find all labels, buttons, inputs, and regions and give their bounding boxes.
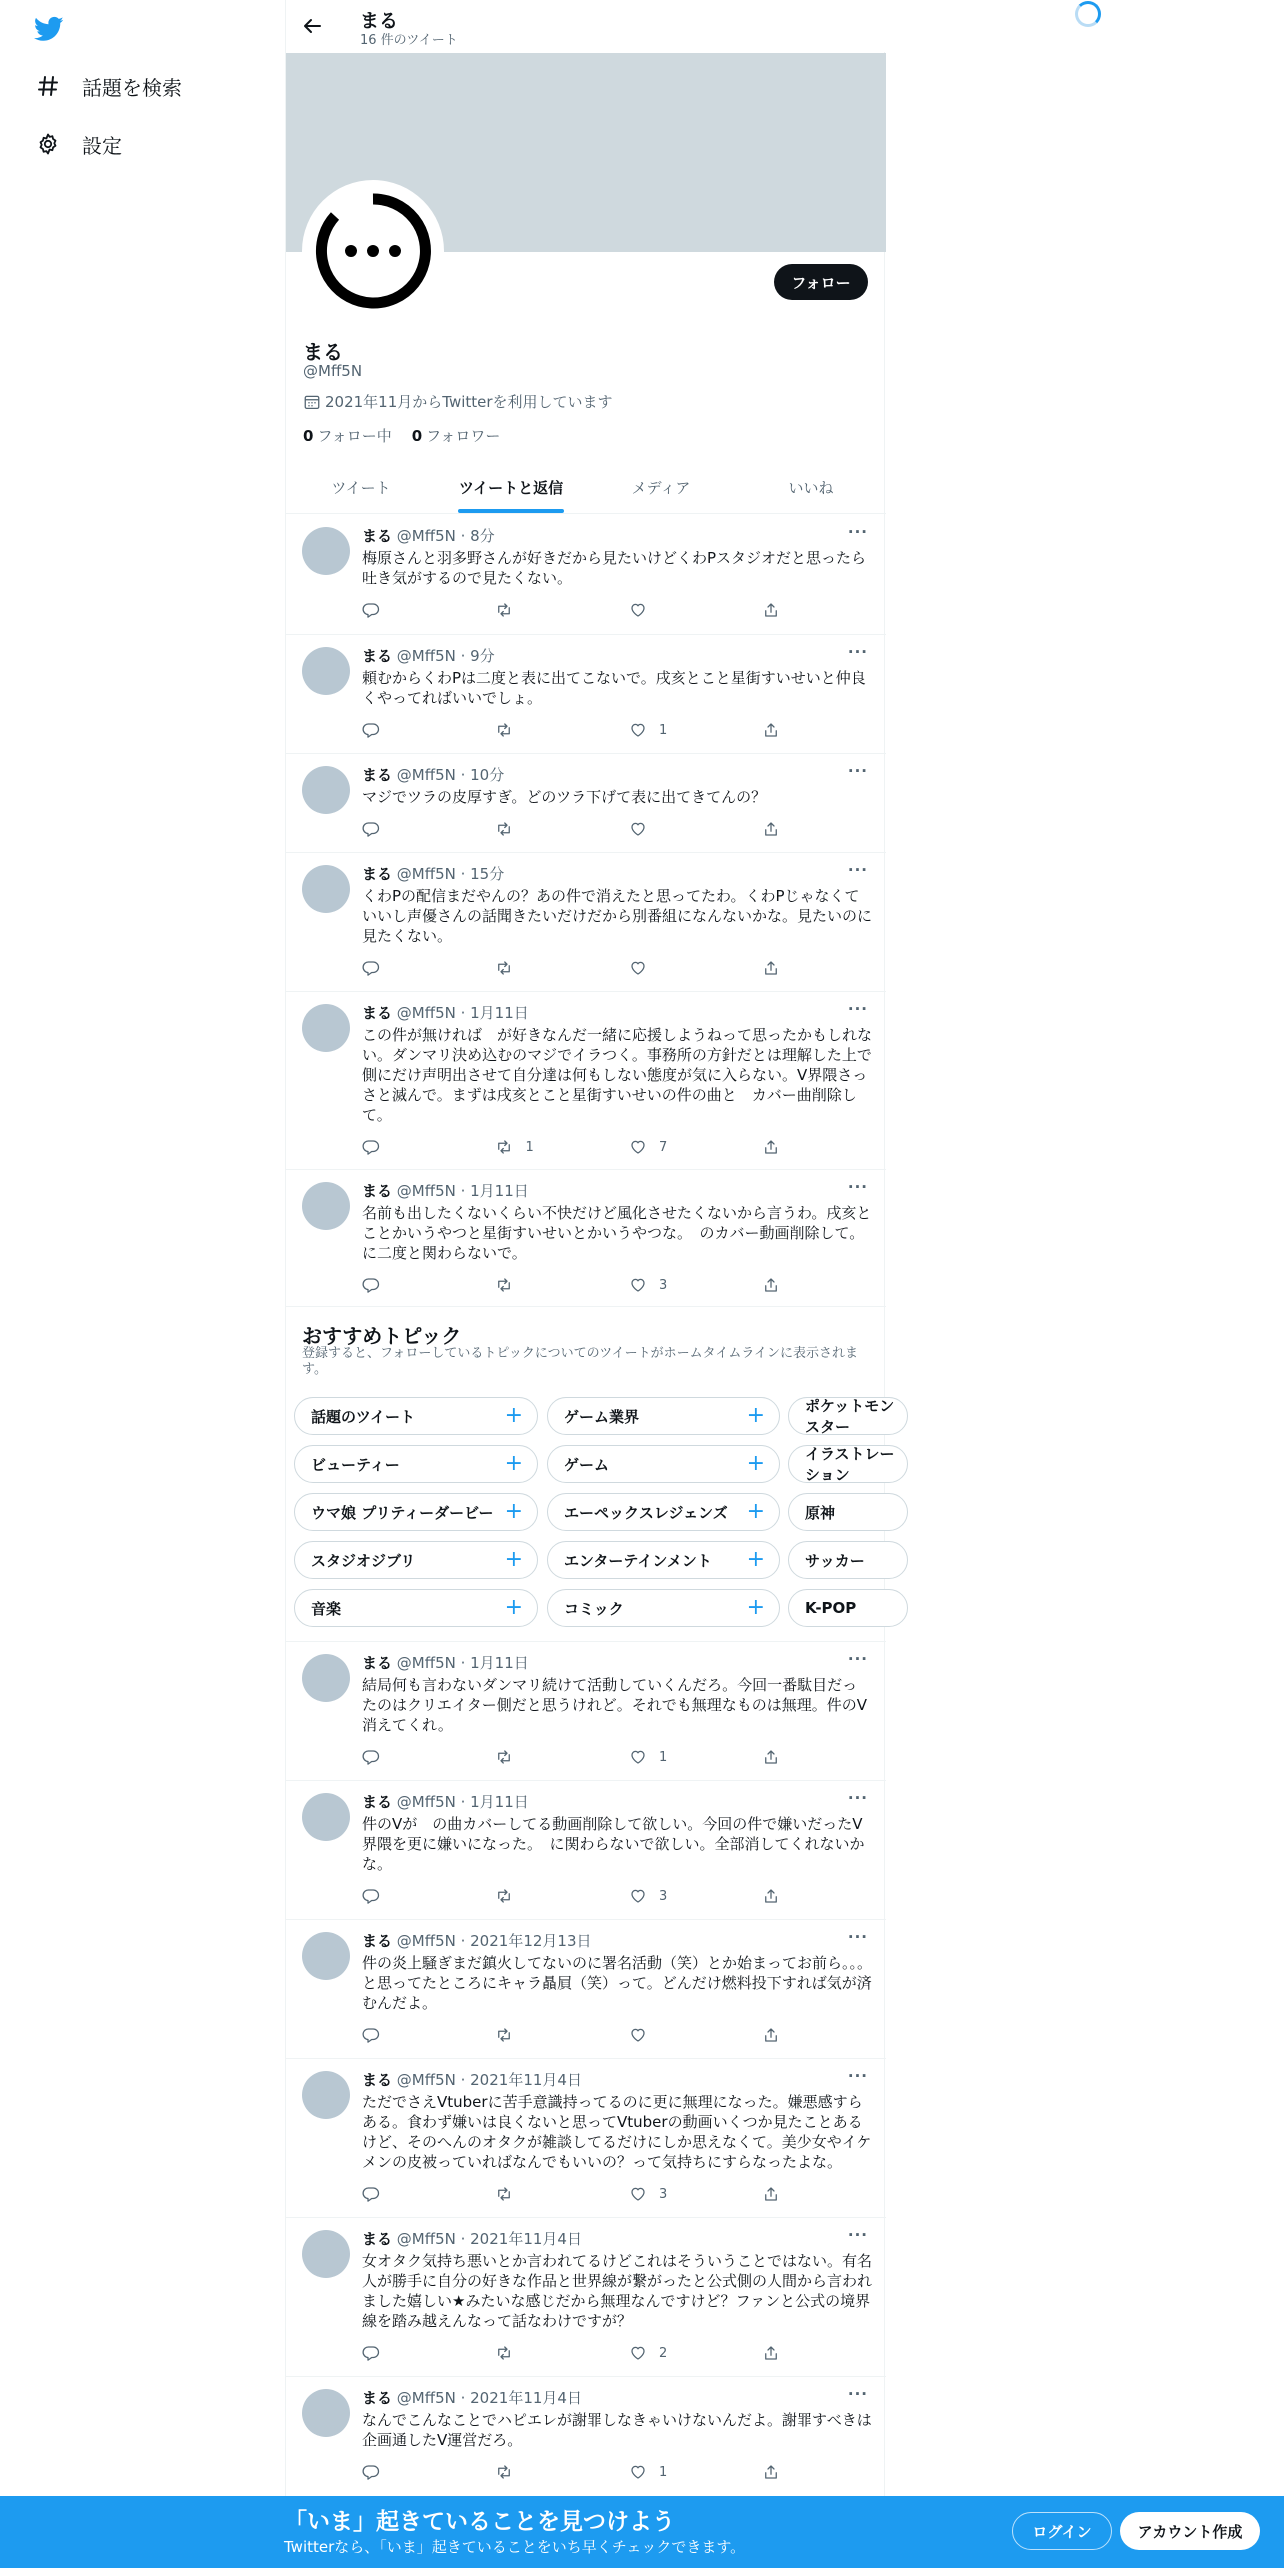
share-icon [762,1138,780,1156]
more-options-icon[interactable]: ··· [847,2385,868,2403]
tab-likes[interactable]: いいね [788,478,834,497]
like-button[interactable] [629,1275,762,1295]
tweet-avatar[interactable] [302,1654,350,1702]
reply-button[interactable] [362,600,495,620]
plus-icon[interactable]: + [504,1451,523,1476]
header-name: まる [360,10,399,32]
tweet-avatar[interactable] [302,2389,350,2437]
retweet-button[interactable] [495,1886,628,1906]
tweet-actions [362,2343,802,2363]
tweet-actions [362,720,802,740]
tweet[interactable] [286,2377,886,2502]
share-button[interactable] [762,2343,802,2363]
topic-chip-label: エンターテインメント [564,1551,712,1570]
retweet-button[interactable] [495,1137,628,1157]
share-button[interactable] [762,600,802,620]
tweet-actions [362,2462,802,2482]
tweet[interactable] [286,2059,886,2218]
topic-chip[interactable] [547,1589,780,1627]
topic-chip-label: ビューティー [311,1455,400,1474]
tweet-header [362,2228,582,2249]
tweet-header [362,2387,582,2408]
retweet-icon [495,2026,513,2044]
like-count: 3 [658,2186,668,2202]
tweet-actions [362,600,802,620]
retweet-icon [495,721,513,739]
bottom-bar-subtitle: Twitterなら、「いま」起きていることをいち早くチェックできます。 [284,2538,746,2556]
reply-icon [362,959,380,977]
nav-explore-label: 話題を検索 [82,75,182,100]
tweet[interactable] [286,1920,886,2059]
topic-chip-label: エーペックスレジェンズ [564,1503,728,1522]
following-label: フォロー中 [317,427,392,445]
retweet-button[interactable] [495,1275,628,1295]
topics-title: おすすめトピック [302,1324,462,1348]
tweet-header [362,863,504,884]
tweet[interactable] [286,2218,886,2377]
heart-icon [629,1887,647,1905]
tweet-meta: @Mff5N · 8分 [396,527,495,545]
share-icon [762,1748,780,1766]
retweet-button[interactable] [495,2025,628,2045]
more-options-icon[interactable]: ··· [847,2067,868,2085]
retweet-icon [495,2344,513,2362]
more-options-icon[interactable]: ··· [847,643,868,661]
tweet-author-name[interactable]: まる [362,647,393,665]
tweet-author-name[interactable]: まる [362,1654,393,1672]
retweet-icon [495,2463,513,2481]
like-button[interactable] [629,1886,762,1906]
like-button[interactable] [629,2025,762,2045]
tweet-actions [362,1137,802,1157]
reply-button[interactable] [362,1886,495,1906]
tweet-author-name[interactable]: まる [362,1004,393,1022]
retweet-button[interactable] [495,2462,628,2482]
gear-icon [36,132,60,156]
profile-header [286,0,886,52]
topic-chip[interactable] [547,1397,780,1435]
share-button[interactable] [762,2025,802,2045]
topic-chip-label: 音楽 [311,1599,342,1618]
tweet-text: 件のVが の曲カバーしてる動画削除して欲しい。今回の件で嫌いだったV界隈を更に嫌いになった。 に関わらないで欲しい。全部消してくれないかな。 [362,1815,865,1873]
like-count: 3 [658,1888,668,1904]
reply-icon [362,721,380,739]
share-button[interactable] [762,1137,802,1157]
follow-button[interactable]: フォロー [774,264,868,300]
twitter-logo-icon[interactable] [32,14,66,44]
loading-spinner-icon [1075,1,1101,27]
topic-chip-label: サッカー [805,1551,865,1570]
main-column [285,0,895,2496]
tweet-text: 頼むからくわPは二度と表に出てこないで。戌亥とこと星街すいせいと仲良くやってればいいでしょ。 [362,669,866,707]
profile-joined-text: 2021年11月からTwitterを利用しています [325,393,613,411]
retweet-icon [495,1138,513,1156]
share-button[interactable] [762,1275,802,1295]
profile-handle: @Mff5N [303,362,363,380]
tweet-text: 件の炎上騒ぎまだ鎮火してないのに署名活動（笑）とか始まってお前ら。。。と思ってたところにキャラ贔屓（笑）って。どんだけ燃料投下すれば気が済むんだよ。 [362,1954,873,2012]
plus-icon[interactable]: + [746,1403,765,1428]
share-icon [762,2026,780,2044]
more-options-icon[interactable]: ··· [847,2226,868,2244]
plus-icon[interactable]: + [746,1547,765,1572]
tab-tweets[interactable]: ツイート [331,478,391,497]
retweet-button[interactable] [495,720,628,740]
topic-chip[interactable] [294,1445,538,1483]
tweet-text: なんでこんなことでハピエレが謝罪しなきゃいけないんだよ。謝罪すべきは企画通したV運営だろ。 [362,2411,872,2449]
back-arrow-icon[interactable] [300,14,324,38]
tweet-text: 名前も出したくないくらい不快だけど風化させたくないから言うわ。戌亥とことかいうやつと星街すいせいとかいうやつな。 のカバー動画削除して。 に二度と関わらないで。 [362,1204,872,1262]
retweet-button[interactable] [495,1747,628,1767]
tweet-avatar[interactable] [302,527,350,575]
topic-chip-label: ゲーム業界 [564,1407,640,1426]
signup-button[interactable]: アカウント作成 [1120,2512,1260,2550]
tweet-actions [362,2025,802,2045]
tweet-actions [362,1275,802,1295]
following-count: 0 [303,427,314,445]
profile-joined [303,391,613,412]
tweet-text: 梅原さんと羽多野さんが好きだから見たいけどくわPスタジオだと思ったら吐き気がするので見たくない。 [362,549,867,587]
tweet-avatar[interactable] [302,1004,350,1052]
tweet-meta: @Mff5N · 9分 [396,647,495,665]
like-button[interactable] [629,2343,762,2363]
tweet[interactable] [286,1642,886,1781]
plus-icon[interactable]: + [504,1547,523,1572]
tweet-header [362,764,504,785]
tweet-header [362,1180,529,1201]
tweet-author-name[interactable]: まる [362,1932,393,1950]
topic-chip[interactable] [788,1541,908,1579]
more-options-icon[interactable]: ··· [847,1789,868,1807]
like-count: 3 [658,1277,668,1293]
tweet-actions [362,1886,802,1906]
reply-icon [362,2463,380,2481]
like-button[interactable] [629,819,762,839]
tweet[interactable] [286,754,886,853]
topic-chip[interactable] [788,1589,908,1627]
heart-icon [629,721,647,739]
tweet-actions [362,2184,802,2204]
topic-chip[interactable] [294,1589,538,1627]
like-button[interactable] [629,958,762,978]
reply-button[interactable] [362,720,495,740]
topic-chip-label: スタジオジブリ [311,1551,416,1570]
plus-icon[interactable]: + [504,1499,523,1524]
tweet[interactable] [286,853,886,992]
like-count: 1 [658,1749,668,1765]
reply-button[interactable] [362,819,495,839]
tweet-meta: @Mff5N · 2021年12月13日 [396,1932,592,1950]
like-button[interactable] [629,1137,762,1157]
tweet-meta: @Mff5N · 1月11日 [396,1793,529,1811]
tweet-avatar[interactable] [302,2071,350,2119]
more-options-icon[interactable]: ··· [847,1178,868,1196]
tweet[interactable] [286,635,886,754]
topic-chip-label: ウマ娘 プリティーダービー [311,1503,494,1522]
reply-icon [362,820,380,838]
retweet-icon [495,1887,513,1905]
like-count: 1 [658,722,668,738]
following-link[interactable] [303,425,392,446]
tweet-text: 女オタク気持ち悪いとか言われてるけどこれはそういうことではない。有名人が勝手に自分の好きな作品と世界線が繋がったと公式側の人間から言われました嬉しい★みたいな感じだから無理なんですけど？ファンと公式の境界線を踏み越えんなって話なわけですが？ [362,2252,873,2330]
tweet-author-name[interactable]: まる [362,1793,393,1811]
plus-icon[interactable]: + [504,1595,523,1620]
share-icon [762,601,780,619]
tweet-author-name[interactable]: まる [362,527,393,545]
topic-chip-label: イラストレーション [805,1445,895,1484]
header-tweet-count: 16 件のツイート [360,33,458,48]
profile-tabs [286,461,886,514]
reply-button[interactable] [362,2184,495,2204]
tweet-meta: @Mff5N · 2021年11月4日 [396,2230,582,2248]
heart-icon [629,959,647,977]
tab-tweets-and-replies[interactable]: ツイートと返信 [436,461,586,513]
default-avatar-icon [314,192,432,310]
tweet-avatar[interactable] [302,2230,350,2278]
followers-link[interactable] [412,425,501,446]
share-button[interactable] [762,1747,802,1767]
more-options-icon[interactable]: ··· [847,762,868,780]
reply-icon [362,601,380,619]
reply-icon [362,1276,380,1294]
heart-icon [629,1276,647,1294]
more-options-icon[interactable]: ··· [847,861,868,879]
topics-subtitle: 登録すると、フォローしているトピックについてのツイートがホームタイムラインに表示されます。 [302,1346,859,1377]
like-count: 1 [658,2464,668,2480]
topic-chip-label: ポケットモンスター [805,1397,895,1436]
tweet[interactable] [286,992,886,1170]
retweet-button[interactable] [495,819,628,839]
reply-icon [362,1138,380,1156]
topic-chip-label: 原神 [805,1503,836,1522]
tweet-author-name[interactable]: まる [362,766,393,784]
followers-label: フォロワー [426,427,501,445]
share-button[interactable] [762,2184,802,2204]
reply-icon [362,1748,380,1766]
tweet-meta: @Mff5N · 15分 [396,865,505,883]
tweet-header [362,2069,582,2090]
share-icon [762,820,780,838]
profile-avatar[interactable] [302,180,444,322]
heart-icon [629,2026,647,2044]
retweet-icon [495,1276,513,1294]
topic-chip[interactable] [547,1445,780,1483]
nav-settings[interactable] [36,124,122,164]
share-icon [762,2185,780,2203]
tweet-header [362,1652,529,1673]
like-button[interactable] [629,2184,762,2204]
login-button[interactable]: ログイン [1012,2512,1112,2550]
plus-icon[interactable]: + [746,1595,765,1620]
heart-icon [629,1748,647,1766]
topic-chip[interactable] [294,1541,538,1579]
reply-icon [362,2185,380,2203]
tweet-author-name[interactable]: まる [362,2071,393,2089]
tweet-text: 結局何も言わないダンマリ続けて活動していくんだろ。今回一番駄目だったのはクリエイター側だと思うけれど。それでも無理なものは無理。件のV消えてくれ。 [362,1676,867,1734]
nav-settings-label: 設定 [82,133,122,158]
share-button[interactable] [762,720,802,740]
hashtag-icon [36,74,60,98]
more-options-icon[interactable]: ··· [847,523,868,541]
tweet[interactable] [286,1781,886,1920]
plus-icon[interactable]: + [746,1451,765,1476]
tweet-avatar[interactable] [302,1932,350,1980]
tweet-author-name[interactable]: まる [362,2389,393,2407]
heart-icon [629,2344,647,2362]
reply-button[interactable] [362,2025,495,2045]
heart-icon [629,1138,647,1156]
retweet-button[interactable] [495,2184,628,2204]
reply-icon [362,2026,380,2044]
share-button[interactable] [762,2462,802,2482]
more-options-icon[interactable]: ··· [847,1000,868,1018]
followers-count: 0 [411,427,423,445]
tweet-author-name[interactable]: まる [362,865,393,883]
retweet-count: 1 [525,1139,534,1155]
topic-chip[interactable] [294,1493,538,1531]
tweet-text: マジでツラの皮厚すぎ。どのツラ下げて表に出てきてんの？ [362,788,767,806]
topic-chip[interactable] [788,1493,908,1531]
tab-media[interactable]: メディア [631,478,691,497]
reply-button[interactable] [362,1747,495,1767]
reply-icon [362,2344,380,2362]
topic-chip-label: ゲーム [564,1455,610,1474]
like-button[interactable] [629,1747,762,1767]
retweet-button[interactable] [495,958,628,978]
tweet-meta: @Mff5N · 2021年11月4日 [396,2389,582,2407]
profile-stats [303,425,520,446]
tweet-meta: @Mff5N · 1月11日 [396,1004,529,1022]
calendar-icon [303,393,321,411]
more-options-icon[interactable]: ··· [847,1928,868,1946]
tweet-header [362,1002,529,1023]
share-button[interactable] [762,1886,802,1906]
tweet-avatar[interactable] [302,766,350,814]
topic-chip[interactable] [788,1445,908,1483]
tweet-avatar[interactable] [302,647,350,695]
tweet-meta: @Mff5N · 2021年11月4日 [396,2071,582,2089]
tweet-author-name[interactable]: まる [362,1182,393,1200]
bottom-bar-title: 「いま」起きていることを見つけよう [284,2509,675,2535]
tweet-header [362,645,495,666]
like-button[interactable] [629,2462,762,2482]
like-count: 2 [658,2345,668,2361]
reply-icon [362,1887,380,1905]
tweet[interactable] [286,1170,886,1307]
topic-chip-label: コミック [564,1599,624,1618]
share-icon [762,2463,780,2481]
share-icon [762,1887,780,1905]
tweet-avatar[interactable] [302,1182,350,1230]
tweet-author-name[interactable]: まる [362,2230,393,2248]
profile-name: まる [303,340,343,364]
tweet-header [362,525,495,546]
tweet-avatar[interactable] [302,1793,350,1841]
tweet-actions [362,1747,802,1767]
plus-icon[interactable]: + [746,1499,765,1524]
tweet-text: ただでさえVtuberに苦手意識持ってるのに更に無理になった。嫌悪感すらある。食わず嫌いは良くないと思ってVtuberの動画いくつか見たことあるけど、そのへんのオタクが雑談してるだけにしか思えなくて。美少女やイケメンの皮被っていればなんでもいいの？って気持ちにすらなったよな。 [362,2093,872,2171]
topic-chip[interactable] [547,1493,780,1531]
retweet-icon [495,820,513,838]
topic-chip[interactable] [294,1397,538,1435]
tweet-avatar[interactable] [302,865,350,913]
heart-icon [629,820,647,838]
reply-button[interactable] [362,958,495,978]
like-button[interactable] [629,600,762,620]
signup-bottom-bar [0,2496,1284,2568]
reply-button[interactable] [362,2462,495,2482]
tweet[interactable] [286,515,886,635]
nav-explore[interactable] [36,66,182,106]
tweet-header [362,1791,529,1812]
tweet-header [362,1930,592,1951]
recommended-topics [286,1307,895,1642]
retweet-button[interactable] [495,2343,628,2363]
share-icon [762,721,780,739]
heart-icon [629,2463,647,2481]
retweet-icon [495,959,513,977]
reply-button[interactable] [362,2343,495,2363]
topic-chip-label: K-POP [805,1599,857,1617]
like-button[interactable] [629,720,762,740]
tweet-meta: @Mff5N · 10分 [396,766,505,784]
heart-icon [629,601,647,619]
more-options-icon[interactable]: ··· [847,1650,868,1668]
heart-icon [629,2185,647,2203]
tweet-actions [362,958,802,978]
like-count: 7 [658,1139,668,1155]
tweet-meta: @Mff5N · 1月11日 [396,1654,529,1672]
plus-icon[interactable]: + [504,1403,523,1428]
share-button[interactable] [762,958,802,978]
reply-button[interactable] [362,1137,495,1157]
retweet-button[interactable] [495,600,628,620]
retweet-icon [495,601,513,619]
tweet-meta: @Mff5N · 1月11日 [396,1182,529,1200]
share-icon [762,959,780,977]
share-icon [762,1276,780,1294]
topic-chip-label: 話題のツイート [311,1407,415,1426]
share-button[interactable] [762,819,802,839]
tweet-text: くわPの配信まだやんの？あの件で消えたと思ってたわ。くわPじゃなくていいし声優さんの話聞きたいだけだから別番組になんないかな。見たいのに見たくない。 [362,887,873,945]
topic-chip[interactable] [788,1397,908,1435]
retweet-icon [495,2185,513,2203]
share-icon [762,2344,780,2362]
retweet-icon [495,1748,513,1766]
tweet-text: この件が無ければ が好きなんだ一緒に応援しようねって思ったかもしれない。ダンマリ決め込むのマジでイラつく。事務所の方針だとは理解した上で 側にだけ声明出させて自分達は何もしない態度が気に入らない。V界隈さっさと滅んで。まずは戌亥とこと星街すいせいの件の曲と カバー曲削除して。 [362,1026,887,1124]
tweet-actions [362,819,802,839]
topic-chip[interactable] [547,1541,780,1579]
reply-button[interactable] [362,1275,495,1295]
